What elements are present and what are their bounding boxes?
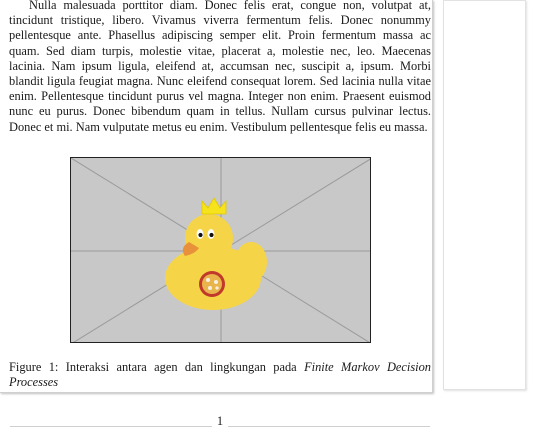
figure-image-placeholder bbox=[70, 157, 371, 343]
figure-caption-emphasis: Finite Markov Decision Processes bbox=[9, 360, 431, 389]
rubber-duck-placeholder-icon bbox=[71, 158, 371, 343]
next-page-thumbnail bbox=[443, 0, 526, 390]
figure-caption-text: Interaksi antara agen dan lingkungan pada bbox=[65, 360, 305, 374]
body-paragraph: Nulla malesuada porttitor diam. Donec felis erat, congue non, volutpat at, tincidunt tristique, libero. Vivamus viverra fermentum felis. Donec nonummy pellentesque ante. Phasellus adipiscing semper elit. Proin fermentum massa ac quam. Sed diam turpis, molestie vitae, placerat a, molestie nec, leo. Maecenas lacinia. Nam ipsum ligula, eleifend at, accumsan nec, suscipit a, ipsum. Morbi blandit ligula feugiat magna. Nunc eleifend consequat lorem. Sed lacinia nulla vitae enim. Pellentesque tincidunt purus vel magna. Integer non enim. Praesent euismod nunc eu purus. Donec bibendum quam in tellus. Nullam cursus pulvinar lectus. Donec et mi. Nam vulputate metus eu enim. Vestibulum pellentesque felis eu massa. bbox=[9, 0, 431, 134]
figure-caption-prefix: Figure 1: bbox=[9, 360, 66, 374]
figure-caption bbox=[9, 360, 431, 389]
page-number: 1 bbox=[212, 414, 228, 428]
